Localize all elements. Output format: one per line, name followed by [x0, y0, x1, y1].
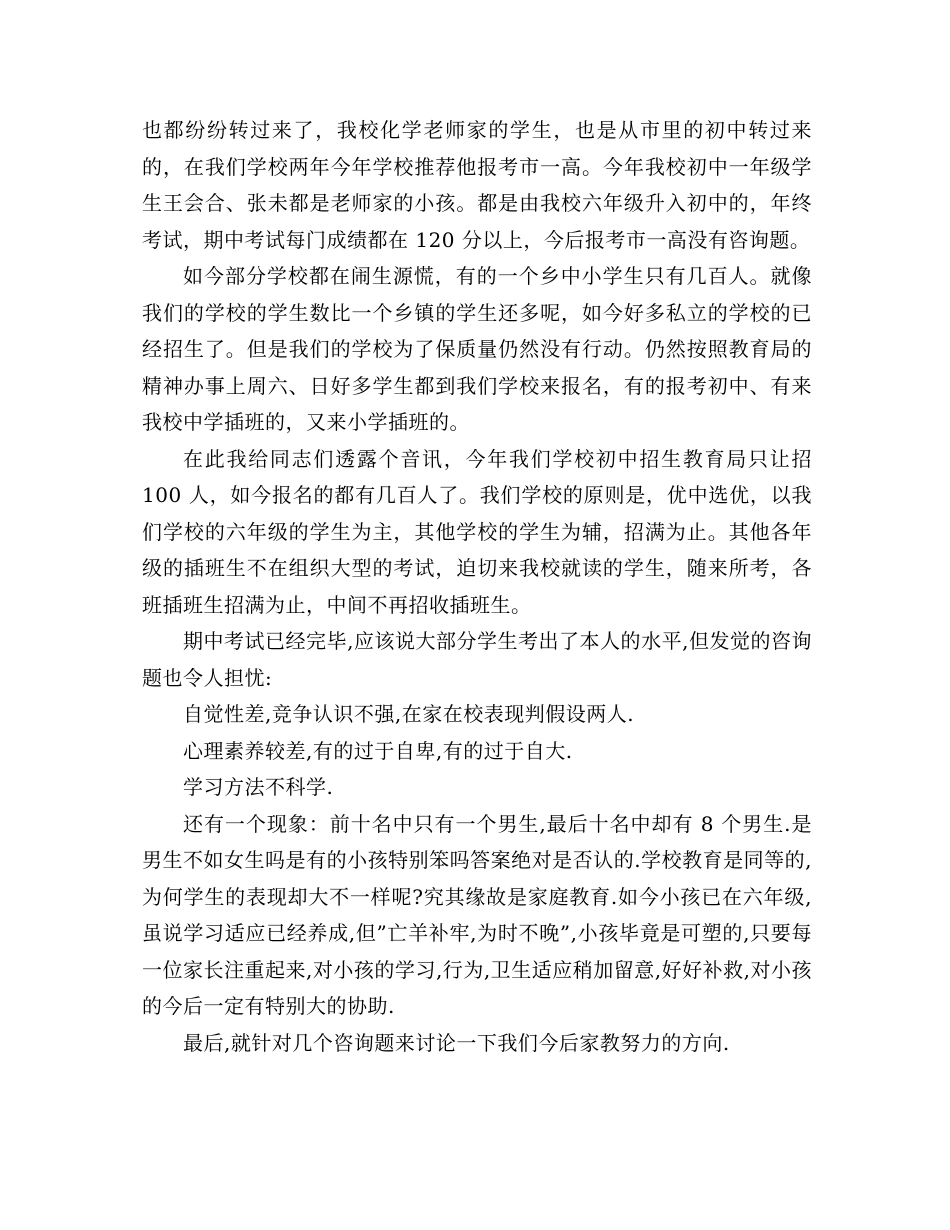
paragraph-6: 心理素养较差,有的过于自卑,有的过于自大. [183, 738, 573, 763]
paragraph-2: 如今部分学校都在闹生源慌，有的一个乡中小学生只有几百人。就像我们的学校的学生数比一个乡镇的学生还多呢，如今好多私立的学校的已经招生了。但是我们的学校为了保质量仍然没有行动。仍然按照教育局的精神办事上周六、日好多学生都到我们学校来报名，有的报考初中、有来我校中学插班的，又来小学插班的。 [142, 264, 812, 434]
paragraph-1: 也都纷纷转过来了，我校化学老师家的学生，也是从市里的初中转过来的，在我们学校两年今年学校推荐他报考市一高。今年我校初中一年级学生王会合、张未都是老师家的小孩。都是由我校六年级升入初中的，年终考试，期中考试每门成绩都在 120 分以上，今后报考市一高没有咨询题。 [142, 118, 812, 252]
paragraph-9: 最后,就针对几个咨询题来讨论一下我们今后家教努力的方向. [183, 1030, 730, 1055]
paragraph-3: 在此我给同志们透露个音讯，今年我们学校初中招生教育局只让招 100 人，如今报名的都有几百人了。我们学校的原则是，优中选优，以我们学校的六年级的学生为主，其他学校的学生为辅，招满为止。其他各年级的插班生不在组织大型的考试，迫切来我校就读的学生，随来所考，各班插班生招满为止，中间不再招收插班生。 [142, 446, 812, 617]
paragraph-4: 期中考试已经完毕,应该说大部分学生考出了本人的水平,但发觉的咨询题也令人担忧: [142, 629, 812, 690]
paragraph-5: 自觉性差,竞争认识不强,在家在校表现判假设两人. [183, 702, 635, 726]
paragraph-7: 学习方法不科学. [183, 775, 334, 799]
document-body [142, 112, 812, 1061]
paragraph-8: 还有一个现象：前十名中只有一个男生,最后十名中却有 8 个男生.是男生不如女生吗是有的小孩特别笨吗答案绝对是否认的.学校教育是同等的,为何学生的表现却大不一样呢?究其缘故是家庭教育.如今小孩已在六年级,虽说学习适应已经养成,但”亡羊补牢,为时不晚”,小孩毕竟是可塑的,只要每一位家长注重起来,对小孩的学习,行为,卫生适应稍加留意,好好补救,对小孩的今后一定有特别大的协助. [142, 811, 812, 1018]
